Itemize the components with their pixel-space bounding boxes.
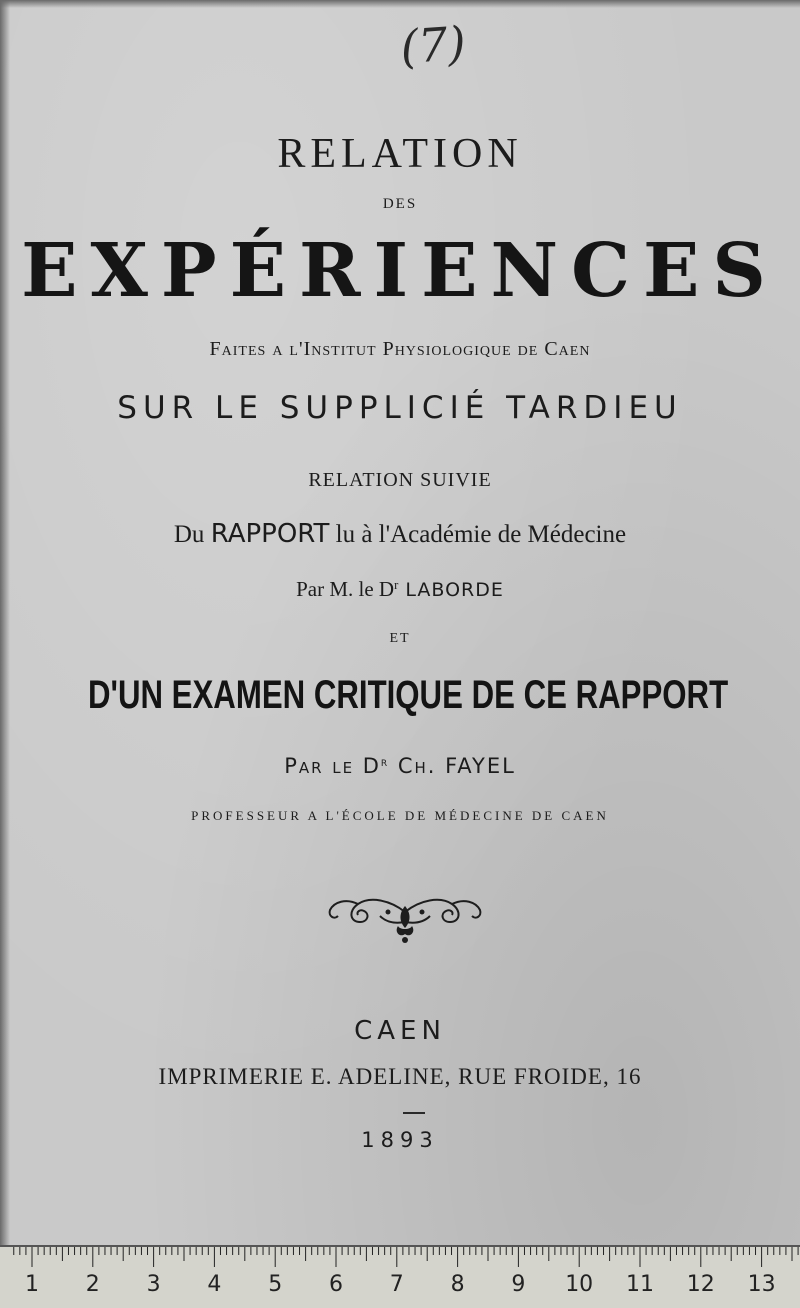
ruler-label: 1 bbox=[25, 1272, 39, 1297]
subtitle-et: ET bbox=[389, 631, 411, 646]
imprint-year: 1893 bbox=[361, 1128, 439, 1152]
ruler-label: 7 bbox=[389, 1272, 404, 1297]
subtitle-examen-critique: D'UN EXAMEN CRITIQUE DE CE RAPPORT bbox=[88, 673, 729, 717]
measuring-ruler bbox=[0, 1245, 800, 1308]
fayel-sup: r bbox=[380, 754, 390, 770]
ruler-label: 11 bbox=[626, 1272, 654, 1297]
subtitle-faites: Faites a l'Institut Physiologique de Caen bbox=[209, 338, 591, 360]
title-des: DES bbox=[382, 196, 418, 212]
title-relation: RELATION bbox=[277, 131, 523, 177]
fayel-prefix: Par le D bbox=[284, 754, 381, 778]
fayel-name: Ch. FAYEL bbox=[389, 754, 516, 778]
ruler-label: 5 bbox=[268, 1272, 283, 1297]
ruler-label: 13 bbox=[747, 1272, 776, 1297]
imprint-printer: IMPRIMERIE E. ADELINE, RUE FROIDE, 16 bbox=[158, 1064, 642, 1089]
printer-ornament-icon bbox=[320, 882, 490, 946]
ruler-label: 9 bbox=[511, 1272, 526, 1297]
ruler-label: 4 bbox=[207, 1272, 222, 1297]
ruler-scale bbox=[0, 1247, 800, 1306]
ruler-label: 10 bbox=[565, 1272, 594, 1297]
imprint-divider bbox=[403, 1112, 425, 1114]
page-edge-shadow bbox=[0, 0, 10, 1245]
subtitle-par-laborde bbox=[0, 577, 800, 602]
subtitle-professeur: PROFESSEUR A L'ÉCOLE DE MÉDECINE DE CAEN bbox=[191, 808, 609, 823]
ruler-label: 6 bbox=[329, 1272, 343, 1297]
ruler-label: 12 bbox=[686, 1272, 715, 1297]
subtitle-sur: SUR LE SUPPLICIÉ TARDIEU bbox=[117, 390, 683, 426]
page-edge-shadow-top bbox=[0, 0, 800, 8]
par-name: LABORDE bbox=[398, 579, 504, 601]
subtitle-relation-suivie: RELATION SUIVIE bbox=[308, 469, 492, 491]
ruler-label: 3 bbox=[146, 1272, 161, 1297]
par-sup: r bbox=[394, 578, 399, 593]
du-prefix: Du bbox=[173, 521, 211, 548]
subtitle-du-rapport bbox=[0, 519, 800, 549]
par-prefix: Par M. le D bbox=[296, 577, 395, 601]
du-suffix: lu à l'Académie de Médecine bbox=[329, 521, 627, 548]
du-rapport-word: RAPPORT bbox=[210, 519, 330, 549]
title-experiences: EXPÉRIENCES bbox=[21, 228, 779, 314]
subtitle-par-fayel bbox=[0, 754, 800, 778]
imprint-city: CAEN bbox=[354, 1016, 446, 1046]
ruler-label: 2 bbox=[85, 1272, 100, 1297]
handwritten-shelfmark: (7) bbox=[398, 15, 468, 75]
ruler-label: 8 bbox=[450, 1272, 465, 1297]
